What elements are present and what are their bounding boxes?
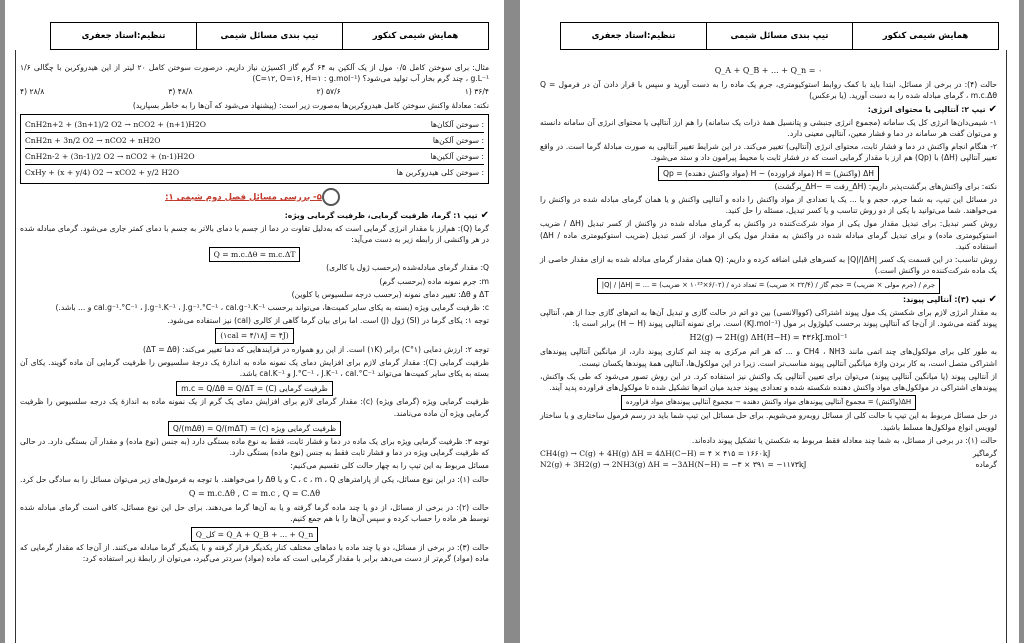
option-2: ۵۷/۶ (۲	[316, 87, 341, 97]
conversion-method: روش کسر تبدیل: برای تبدیل مقدار مول یکی از مواد شرکت‌کننده در واکنش به گرمای مبادله شده در واکنش از کسر تبدیل (ΔH / ضریب استوکیومتری ماده) و برای تبدیل گرمای مبادله شده در واکنش به مقدار مول یکی از مواد، از کسر تبدیل (ضریب استوکیومتری ماده / ΔH) استفاده کنید.	[540, 219, 997, 251]
formula-row	[25, 117, 484, 133]
case3-text: حالت (۳): در برخی از مسائل، دو یا چند ماده با دماهای مختلف کنار یکدیگر قرار گرفته و با یکدیگر گرما مبادله می‌کنند. از آن‌جا که مقدار گرمایی که ماده (مواد) گرم‌تر از دست می‌دهد برابر با مقدار گرمایی است که ماده (مواد) سردتر می‌گیرد، می‌توان از رابطهٔ زیر استفاده کرد:	[20, 542, 489, 563]
case1r-text: حالت (۱): در برخی از مسائل، به شما چند معادله فقط مربوط به شکستن یا تشکیل پیوند داده‌اند.	[691, 435, 997, 445]
case1-formula: Q = m.c.Δθ , C = m.c , Q = C.Δθ	[188, 488, 321, 498]
example-row	[540, 448, 997, 459]
bond-enthalpy-formula: ΔH(واکنش) = مجموع آنتالپی پیوندهای مواد واکنش دهنده − مجموع آنتالپی پیوندهای مواد فراورده	[621, 395, 916, 410]
enthalpy-formula: ΔH (واکنش) = H (مواد فراورده) − H (مواد واکنش دهنده) = Qp	[658, 166, 879, 181]
tip1-title: تیپ ۱: گرما، ظرفیت گرمایی، ظرفیت گرمایی ویژه:	[284, 210, 478, 220]
page-left	[5, 0, 504, 643]
cal-conversion: (۱cal = ۴/۱۸J = ۴J)	[215, 328, 294, 343]
h2-bond-equation: H2(g) → 2H(g) ΔH(H−H) = ۴۳۶kJ.mol⁻¹	[689, 333, 848, 343]
note2-text: توجه ۲: ارزش دمایی (۱°C) برابر (۱K) است. از این رو همواره در فرایندهایی که دما تغییر می‌کند: (ΔT = Δθ)	[143, 344, 489, 354]
nh3-equation: N2(g) + 3H2(g) → 2NH3(g) ΔH = −3ΔH(N−H) = −۳ × ۳۹۱ = −۱۱۷۳kJ	[540, 460, 807, 470]
answer-options	[20, 86, 489, 97]
example-row	[540, 459, 997, 470]
tip3-title: تیپ (۳): آنتالپی پیوند:	[903, 294, 986, 304]
tip2-point1: ۱- شیمی‌دان‌ها انرژی کل یک سامانه (مجموع انرژی جنبشی و پتانسیل همهٔ ذرات یک سامانه) را هم ارز آنتالپی یا محتوای انرژی آن سامانه دانسته و می‌توان گفت هر سامانه در دما و فشار معین، آنتالپی معینی دارد.	[540, 117, 997, 139]
option-3: ۴۸/۸ (۳	[168, 87, 193, 97]
cases-intro: مسائل مربوط به این تیپ را به چهار حالت کلی تقسیم می‌کنیم:	[290, 461, 489, 471]
example-text: مثال: برای سوختن کامل ۰/۵ مول از یک آلکین به ۶۴ گرم گاز اکسیژن نیاز داریم. درصورت سوختن کامل ۲۰ لیتر از این هیدروکربن با چگالی ۱/۶ g.L⁻¹ ، چند گرم بخار آب تولید می‌شود؟ (C=۱۲, O=۱۶, H=۱ : g.mol⁻¹)	[20, 63, 490, 84]
header-title: همایش شیمی کنکور	[342, 23, 488, 49]
page-header	[560, 22, 999, 50]
specific-text: ظرفیت گرمایی ویژه (گرمای ویژه) (c): مقدار گرمای لازم برای افزایش دمای یک گرم از یک نمونه ماده به اندازهٔ یک درجه سلسیوس را ظرفیت گرمایی ویژه آن ماده می‌نامند.	[20, 397, 489, 418]
checkmark-icon: ✔	[988, 293, 997, 305]
tip2-point2: ۲- هنگام انجام واکنش در دما و فشار ثابت، محتوای انرژی (آنتالپی) تغییر می‌کند. در این شرایط تغییر آنتالپی به صورت مبادلهٔ گرما است. در واقع تغییر آنتالپی (ΔH) با (Qp) هم ارز با مقدار گرمایی است که در فشار ثابت با محیط پیرامون داد و ستد می‌شود.	[540, 142, 997, 163]
left-body	[20, 62, 489, 566]
tip3-para2: به طور کلی برای مولکول‌های چند اتمی مانند CH4 ، NH3 و ... که هر اتم مرکزی به چند اتم کناری پیوند دارد، از میانگین آنتالپی پیوندهای اشتراکی متصل است، به کار بردن واژهٔ میانگین آنتالپی پیوند مناسب‌تر است. زیرا در این مولکول‌ها، آنتالپی همهٔ پیوندها یکسان نیست.	[540, 347, 997, 368]
header-author: تنظیم:استاد جعفری	[81, 31, 166, 41]
heat-formula: Q = m.c.Δθ = m.c.ΔT	[209, 247, 301, 262]
formula-label: : سوختن آلکن‌ها	[432, 136, 484, 146]
reversible-note: نکته: برای واکنش‌های برگشت‌پذیر داریم: (ΔH_رفت = −ΔH_برگشت)	[774, 181, 997, 191]
exothermic-label: گرماده	[975, 460, 997, 470]
margin-line	[1006, 50, 1007, 643]
case2-text: حالت (۲): در برخی از مسائل، از دو یا چند ماده گرما گرفته و یا به آن‌ها گرما می‌دهند. برای حل این نوع مسائل، کافی است گرمای مبادله شده توسط هر ماده را حساب کرده و سپس آن‌ها را با هم جمع کنیم.	[20, 503, 490, 524]
case2-formula: Q_کل = Q_A + Q_B + ... + Q_n	[191, 527, 318, 542]
section-heading-text: ۵- بررسی مسائل فصل دوم شیمی ۱:	[165, 192, 322, 203]
header-author: تنظیم:استاد جعفری	[591, 31, 676, 41]
formula-label: : سوختن آلکان‌ها	[430, 119, 484, 129]
def-dt: ΔT و Δθ: تغییر دمای نمونه (برحسب درجه سلسیوس یا کلوین)	[291, 289, 489, 299]
tip2-para: در مسائل این تیپ، به شما جرم، حجم و یا ... یک یا تعدادی از مواد واکنش را داده و آنتالپی واکنش و یا همان گرمای مبادله شده در واکنش را می‌خواهند. شما می‌توانید با یکی از دو روش تناسب و یا کسر تبدیل، مسئله را حل کنید.	[540, 195, 997, 216]
note3-text: توجه ۳: ظرفیت گرمایی ویژه برای یک ماده در دما و فشار ثابت، فقط به نوع ماده بستگی دارد (به جنس (نوع ماده) و مقدار آن بستگی دارد. در حالی که ظرفیت گرمایی ویژه در دما و فشار ثابت فقط به جنس (نوع ماده) بستگی دارد.	[20, 437, 489, 458]
page-right	[520, 0, 1019, 643]
formula-eq: CnH2n + 3n/2 O2 → nCO2 + nH2O	[25, 136, 161, 146]
section-heading	[20, 188, 489, 206]
tip2-title: تیپ ۲: آنتالپی یا محتوای انرژی:	[867, 104, 986, 114]
magnifier-icon	[322, 188, 340, 206]
endothermic-label: گرماگیر	[972, 449, 997, 459]
combustion-formulas-box	[20, 114, 489, 184]
formula-label: : سوختن کلی هیدروکربن ها	[396, 168, 484, 178]
formula-row	[25, 133, 484, 149]
def-m: m: جرم نمونه ماده (برحسب گرم)	[379, 276, 489, 286]
right-body	[540, 62, 997, 471]
header-title: همایش شیمی کنکور	[852, 23, 998, 49]
tip3-para4: در حل مسائل مربوط به این تیپ با حالت کلی از مسائل روبه‌رو می‌شویم. برای حل مسائل این تیپ شما باید در رسم فرمول ساختاری و یا ساختار لوویس انواع مولکول‌ها مسلط باشید.	[540, 411, 997, 432]
capacity-text: ظرفیت گرمایی (C): مقدار گرمای لازم برای افزایش دمای یک نمونه ماده به اندازهٔ یک درجهٔ سلسیوس را ظرفیت گرمایی آن ماده گویند. یکای آن بسته به یکای سایر کمیت‌ها می‌تواند J.°C⁻¹ ، J.K⁻¹ ، cal.°C⁻¹ و cal.K⁻¹ باشد.	[20, 357, 489, 379]
sum-zero-formula: Q_A + Q_B + ... + Q_n = ۰	[714, 66, 823, 75]
case4-text: حالت (۴): در برخی از مسائل، ابتدا باید با کمک روابط استوکیومتری، جرم یک ماده را به دست آورید و سپس با قرار دادن آن در فرمول Q = m.c.Δθ ، گرمای مبادله شده را به دست آورید. (یا برعکس)	[540, 80, 998, 101]
formula-row	[25, 149, 484, 165]
note1-text: توجه ۱: یکای گرما در (SI) ژول (J) است. اما برای بیان گرما گاهی از کالری (cal) نیز استفاده می‌شود.	[167, 316, 489, 326]
tip3-text: به مقدار انرژی لازم برای شکستن یک مول پیوند اشتراکی (کووالانسی) بین دو اتم در حالت گازی و تبدیل آن‌ها به اتم‌های گازی جدا از هم، آنتالپی پیوند گفته می‌شود. از آن‌جا که آنتالپی پیوند برحسب کیلوژول بر مول (KJ.mol⁻¹) است. برای نمونه آنتالپی پیوند (H − H) برابر است با:	[540, 307, 997, 329]
header-subtitle: تیپ بندی مسائل شیمی	[196, 23, 342, 49]
option-4: ۲۸/۸ (۴	[20, 87, 45, 97]
formula-eq: CnH2n+2 + (3n+1)/2 O2 → nCO2 + (n+1)H2O	[25, 119, 206, 129]
option-1: ۳۶/۴ (۱	[464, 87, 489, 97]
margin-line	[15, 50, 16, 643]
note-text: نکته: معادلهٔ واکنش سوختن کامل هیدروکربن‌ها به‌صورت زیر است: (پیشنهاد می‌شود که آن‌ها را به خاطر بسپارید)	[132, 100, 489, 110]
ch4-equation: CH4(g) → C(g) + 4H(g) ΔH = 4ΔH(C−H) = ۴ × ۴۱۵ = ۱۶۶۰kJ	[540, 449, 771, 459]
def-q: Q: مقدار گرمای مبادله‌شده (برحسب ژول یا کالری)	[326, 263, 489, 273]
header-subtitle: تیپ بندی مسائل شیمی	[706, 23, 852, 49]
tip1-text: گرما (Q): هم‌ارز با مقدار انرژی گرمایی است که به‌دلیل تفاوت در دما از جسم با دمای بالاتر به جسم با دمای کمتر جاری می‌شود. گرمای مبادله شده در هر واکنشی از رابطه زیر به دست می‌آید:	[20, 223, 489, 245]
formula-row	[25, 165, 484, 180]
proportion-method: روش تناسب: در این قسمت یک کسر |Q|/|ΔH| به کسرهای قبلی اضافه کرده و داریم: (Q همان مقدار گرمای مبادله شده به ازای مقدار خاصی از یک ماده شرکت‌کننده در واکنش است.)	[540, 255, 997, 276]
checkmark-icon: ✔	[480, 209, 489, 221]
case1-text: حالت (۱): در این نوع مسائل، یکی از پارامترهای C ، c ، m ، Q و یا Δθ را می‌خواهند. با توجه به فرمول‌های زیر می‌توان مسائل را به سادگی حل کرد.	[20, 474, 489, 484]
formula-label: : سوختن آلکین‌ها	[430, 152, 484, 162]
specific-formula: ظرفیت گرمایی ویژه (c) = Q/(mΔθ) = Q/(mΔT)	[168, 421, 341, 436]
formula-eq: CxHy + (x + y/4) O2 → xCO2 + y/2 H2O	[25, 168, 180, 178]
proportion-box: جرم / (جرم مولی × ضریب) = حجم گاز / (۲۲/۴ × ضریب) = تعداد ذره / (۶/۰۲×۱۰²³ × ضریب) = ... = |Q| / |ΔH|	[597, 278, 940, 293]
capacity-formula: ظرفیت گرمایی (C) = m.c = Q/Δθ = Q/ΔT	[176, 381, 333, 396]
tip3-para3: از آنتالپی پیوند (یا میانگین آنتالپی پیوند) می‌توان برای تعیین آنتالپی یک واکنش نیز استفاده کرد. در این روش تصور می‌شود که طی یک واکنش، پیوندهای اشتراکی در مولکول‌های مواد واکنش دهنده شکسته شده و تعدادی پیوند جدید میان اتم‌ها تشکیل شده تا مولکول‌های فراورده پدید آیند.	[540, 371, 997, 393]
page-header	[50, 22, 489, 50]
checkmark-icon: ✔	[988, 103, 997, 115]
formula-eq: CnH2n-2 + (3n-1)/2 O2 → nCO2 + (n-1)H2O	[25, 152, 195, 162]
def-c: c: ظرفیت گرمایی ویژه (بسته به یکای سایر کمیت‌ها، می‌تواند برحسب cal.g⁻¹.°C⁻¹ ، J.g⁻¹.K⁻¹ ، J.g⁻¹.°C⁻¹ ، cal.g⁻¹.K⁻¹ و ... باشد.)	[55, 303, 489, 313]
